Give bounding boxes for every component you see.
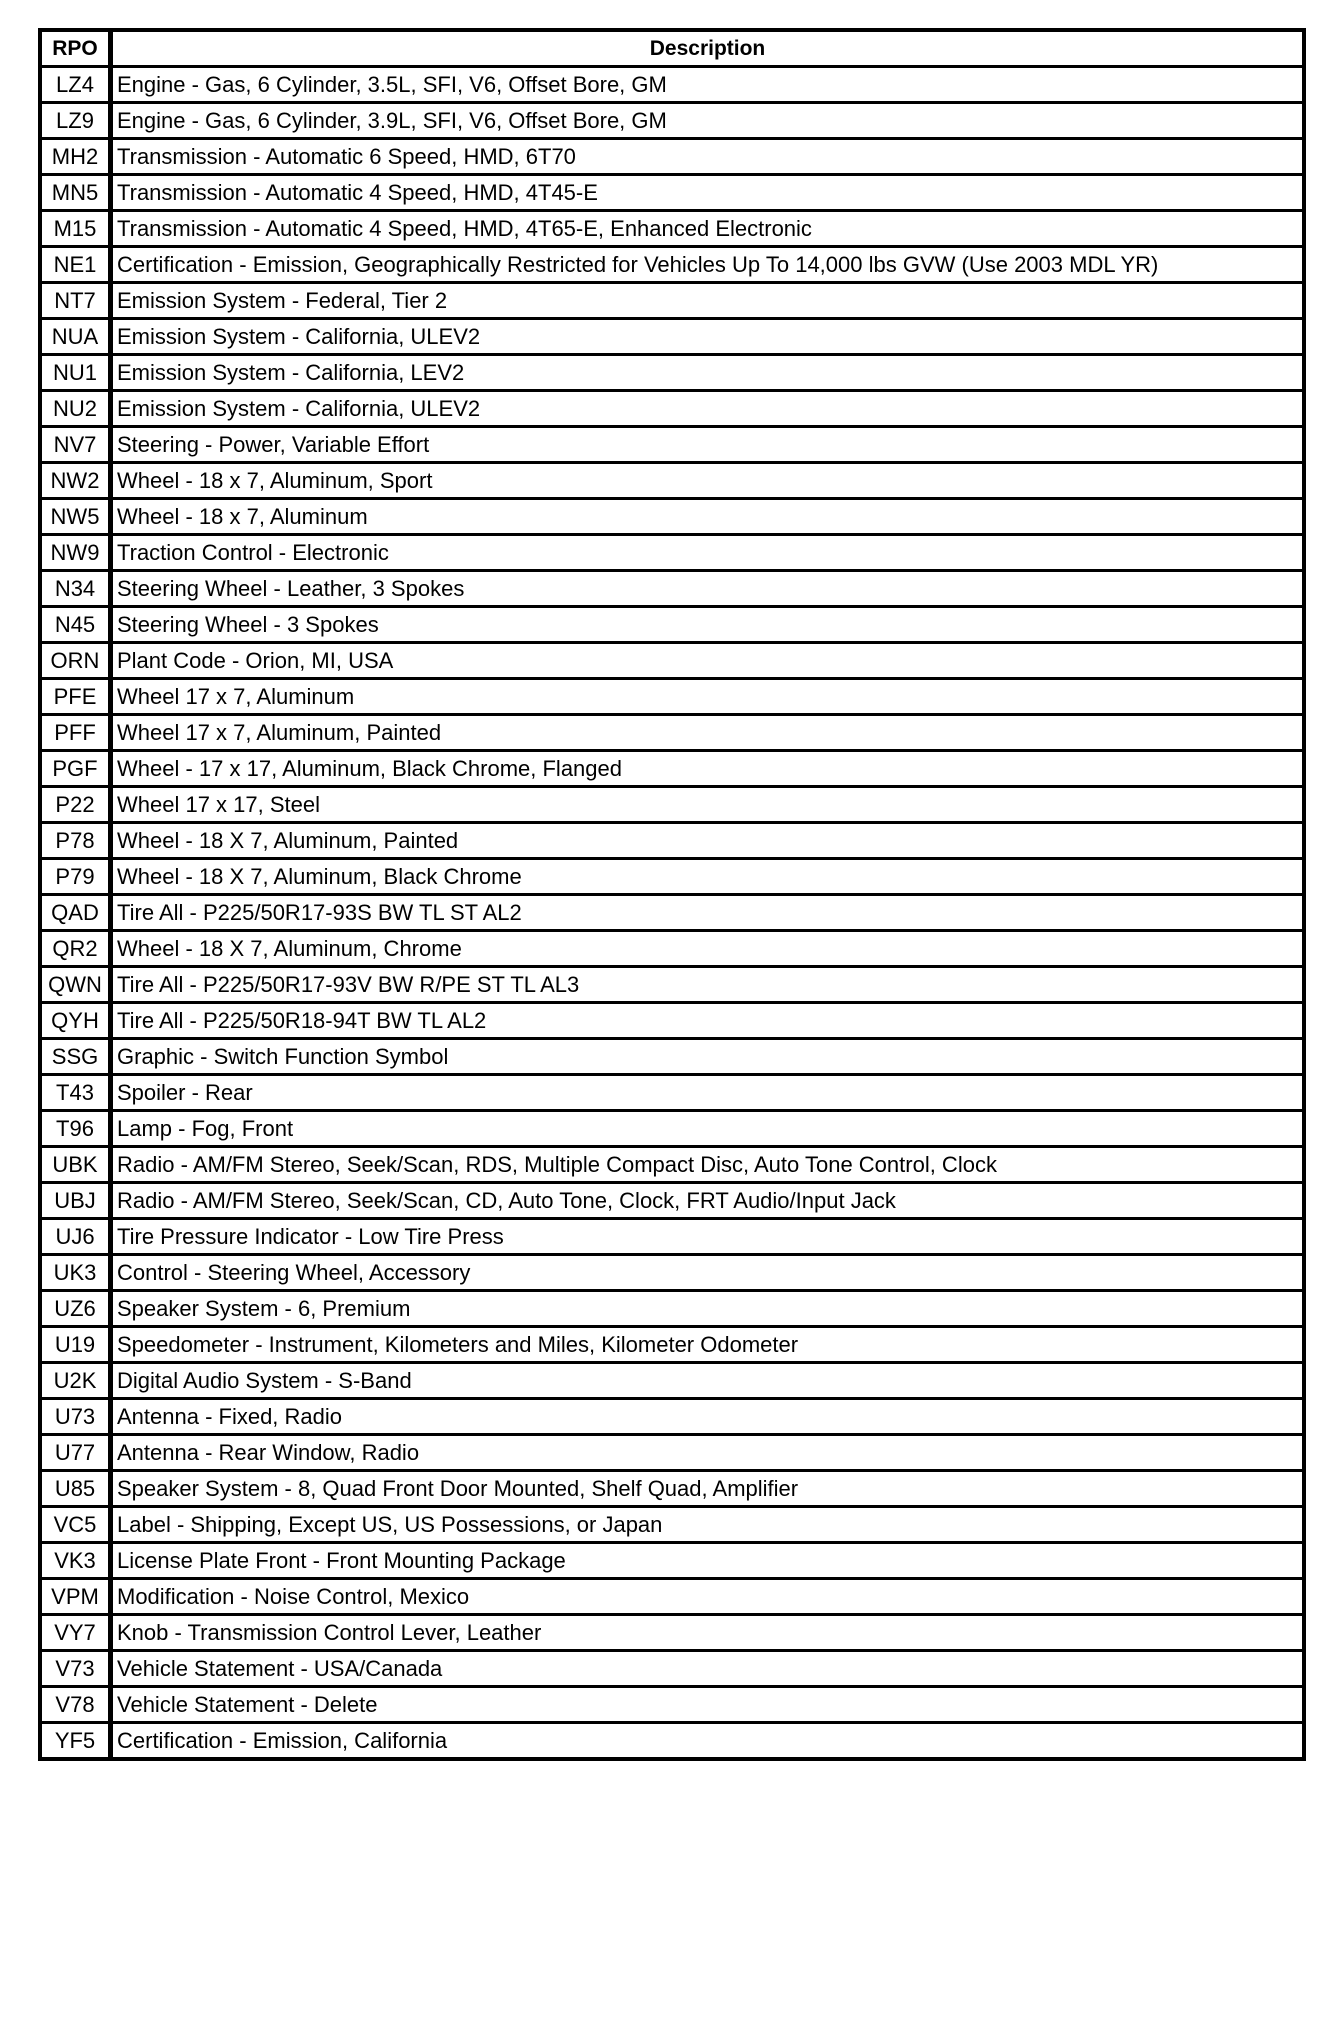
- table-row: [40, 1615, 1304, 1651]
- description-header: Description: [111, 30, 1305, 67]
- rpo-code: U77: [40, 1435, 111, 1471]
- rpo-code: T43: [40, 1075, 111, 1111]
- table-row: [40, 499, 1304, 535]
- rpo-description: Wheel 17 x 7, Aluminum: [111, 679, 1305, 715]
- table-row: [40, 679, 1304, 715]
- rpo-description: Vehicle Statement - USA/Canada: [111, 1651, 1305, 1687]
- rpo-code: QR2: [40, 931, 111, 967]
- rpo-description: Antenna - Fixed, Radio: [111, 1399, 1305, 1435]
- rpo-code: NV7: [40, 427, 111, 463]
- rpo-description: Knob - Transmission Control Lever, Leather: [111, 1615, 1305, 1651]
- table-row: [40, 1183, 1304, 1219]
- rpo-code: VC5: [40, 1507, 111, 1543]
- rpo-description: Tire All - P225/50R17-93V BW R/PE ST TL AL3: [111, 967, 1305, 1003]
- table-row: [40, 967, 1304, 1003]
- table-row: [40, 211, 1304, 247]
- header-row: [40, 30, 1304, 67]
- rpo-description: Wheel 17 x 7, Aluminum, Painted: [111, 715, 1305, 751]
- table-row: [40, 1579, 1304, 1615]
- rpo-description: Steering Wheel - 3 Spokes: [111, 607, 1305, 643]
- table-row: [40, 1075, 1304, 1111]
- table-row: [40, 1363, 1304, 1399]
- table-row: [40, 355, 1304, 391]
- table-row: [40, 67, 1304, 103]
- rpo-code: QAD: [40, 895, 111, 931]
- rpo-code: UJ6: [40, 1219, 111, 1255]
- rpo-code: MN5: [40, 175, 111, 211]
- rpo-description: Speaker System - 8, Quad Front Door Mounted, Shelf Quad, Amplifier: [111, 1471, 1305, 1507]
- rpo-code: NW9: [40, 535, 111, 571]
- rpo-code: NW2: [40, 463, 111, 499]
- rpo-description: Vehicle Statement - Delete: [111, 1687, 1305, 1723]
- rpo-code: QYH: [40, 1003, 111, 1039]
- table-row: [40, 787, 1304, 823]
- rpo-code: U73: [40, 1399, 111, 1435]
- table-row: [40, 427, 1304, 463]
- rpo-description: Certification - Emission, California: [111, 1723, 1305, 1760]
- table-row: [40, 1291, 1304, 1327]
- table-row: [40, 319, 1304, 355]
- rpo-code: NU1: [40, 355, 111, 391]
- rpo-code: T96: [40, 1111, 111, 1147]
- table-row: [40, 1147, 1304, 1183]
- rpo-code: ORN: [40, 643, 111, 679]
- rpo-code: VPM: [40, 1579, 111, 1615]
- rpo-code: LZ4: [40, 67, 111, 103]
- rpo-description: Wheel - 18 x 7, Aluminum, Sport: [111, 463, 1305, 499]
- table-row: [40, 931, 1304, 967]
- rpo-description: Wheel - 18 X 7, Aluminum, Chrome: [111, 931, 1305, 967]
- rpo-description: Wheel - 18 X 7, Aluminum, Black Chrome: [111, 859, 1305, 895]
- table-row: [40, 1435, 1304, 1471]
- rpo-description: Steering Wheel - Leather, 3 Spokes: [111, 571, 1305, 607]
- table-row: [40, 175, 1304, 211]
- rpo-code: N34: [40, 571, 111, 607]
- table-row: [40, 1543, 1304, 1579]
- table-row: [40, 391, 1304, 427]
- rpo-code: P78: [40, 823, 111, 859]
- rpo-description: Transmission - Automatic 4 Speed, HMD, 4T45-E: [111, 175, 1305, 211]
- rpo-code: NT7: [40, 283, 111, 319]
- rpo-description: Emission System - Federal, Tier 2: [111, 283, 1305, 319]
- table-row: [40, 1327, 1304, 1363]
- rpo-code: NE1: [40, 247, 111, 283]
- table-row: [40, 535, 1304, 571]
- rpo-code: LZ9: [40, 103, 111, 139]
- rpo-description: Certification - Emission, Geographically Restricted for Vehicles Up To 14,000 lbs GVW (Use 2003 MDL YR): [111, 247, 1305, 283]
- rpo-description: Emission System - California, ULEV2: [111, 391, 1305, 427]
- rpo-code: P22: [40, 787, 111, 823]
- table-row: [40, 859, 1304, 895]
- rpo-code: YF5: [40, 1723, 111, 1760]
- rpo-description: Plant Code - Orion, MI, USA: [111, 643, 1305, 679]
- table-row: [40, 571, 1304, 607]
- table-row: [40, 715, 1304, 751]
- table-row: [40, 607, 1304, 643]
- rpo-code: U19: [40, 1327, 111, 1363]
- rpo-code: MH2: [40, 139, 111, 175]
- rpo-description: Lamp - Fog, Front: [111, 1111, 1305, 1147]
- rpo-code: NU2: [40, 391, 111, 427]
- rpo-code: V78: [40, 1687, 111, 1723]
- rpo-code: VK3: [40, 1543, 111, 1579]
- rpo-description: Graphic - Switch Function Symbol: [111, 1039, 1305, 1075]
- rpo-description: Tire All - P225/50R17-93S BW TL ST AL2: [111, 895, 1305, 931]
- table-row: [40, 751, 1304, 787]
- rpo-description: Emission System - California, ULEV2: [111, 319, 1305, 355]
- table-row: [40, 463, 1304, 499]
- rpo-description: Traction Control - Electronic: [111, 535, 1305, 571]
- rpo-description: Speedometer - Instrument, Kilometers and Miles, Kilometer Odometer: [111, 1327, 1305, 1363]
- rpo-code: UBJ: [40, 1183, 111, 1219]
- rpo-description: Antenna - Rear Window, Radio: [111, 1435, 1305, 1471]
- rpo-table: [38, 28, 1306, 1761]
- table-row: [40, 103, 1304, 139]
- table-row: [40, 1111, 1304, 1147]
- rpo-description: Emission System - California, LEV2: [111, 355, 1305, 391]
- rpo-description: Transmission - Automatic 4 Speed, HMD, 4T65-E, Enhanced Electronic: [111, 211, 1305, 247]
- rpo-description: Wheel - 17 x 17, Aluminum, Black Chrome, Flanged: [111, 751, 1305, 787]
- rpo-code: P79: [40, 859, 111, 895]
- table-row: [40, 1507, 1304, 1543]
- table-row: [40, 1219, 1304, 1255]
- rpo-code: V73: [40, 1651, 111, 1687]
- rpo-description: Wheel - 18 x 7, Aluminum: [111, 499, 1305, 535]
- rpo-code: UBK: [40, 1147, 111, 1183]
- rpo-code: M15: [40, 211, 111, 247]
- rpo-description: Modification - Noise Control, Mexico: [111, 1579, 1305, 1615]
- table-row: [40, 823, 1304, 859]
- table-row: [40, 1651, 1304, 1687]
- rpo-code: U2K: [40, 1363, 111, 1399]
- rpo-description: Digital Audio System - S-Band: [111, 1363, 1305, 1399]
- table-row: [40, 283, 1304, 319]
- rpo-description: Engine - Gas, 6 Cylinder, 3.5L, SFI, V6, Offset Bore, GM: [111, 67, 1305, 103]
- table-row: [40, 643, 1304, 679]
- rpo-description: Transmission - Automatic 6 Speed, HMD, 6T70: [111, 139, 1305, 175]
- rpo-description: Radio - AM/FM Stereo, Seek/Scan, CD, Auto Tone, Clock, FRT Audio/Input Jack: [111, 1183, 1305, 1219]
- rpo-header: RPO: [40, 30, 111, 67]
- table-row: [40, 1255, 1304, 1291]
- table-row: [40, 247, 1304, 283]
- rpo-description: Wheel - 18 X 7, Aluminum, Painted: [111, 823, 1305, 859]
- table-row: [40, 1039, 1304, 1075]
- rpo-description: License Plate Front - Front Mounting Package: [111, 1543, 1305, 1579]
- table-row: [40, 139, 1304, 175]
- rpo-code: PFF: [40, 715, 111, 751]
- table-row: [40, 1723, 1304, 1760]
- rpo-code: QWN: [40, 967, 111, 1003]
- rpo-description: Wheel 17 x 17, Steel: [111, 787, 1305, 823]
- table-row: [40, 1003, 1304, 1039]
- rpo-description: Tire Pressure Indicator - Low Tire Press: [111, 1219, 1305, 1255]
- rpo-code: VY7: [40, 1615, 111, 1651]
- table-row: [40, 1471, 1304, 1507]
- rpo-description: Steering - Power, Variable Effort: [111, 427, 1305, 463]
- rpo-code: NW5: [40, 499, 111, 535]
- rpo-description: Control - Steering Wheel, Accessory: [111, 1255, 1305, 1291]
- table-row: [40, 895, 1304, 931]
- rpo-code: SSG: [40, 1039, 111, 1075]
- rpo-code: PGF: [40, 751, 111, 787]
- rpo-code: UZ6: [40, 1291, 111, 1327]
- rpo-code: UK3: [40, 1255, 111, 1291]
- rpo-description: Engine - Gas, 6 Cylinder, 3.9L, SFI, V6, Offset Bore, GM: [111, 103, 1305, 139]
- rpo-code: PFE: [40, 679, 111, 715]
- table-row: [40, 1687, 1304, 1723]
- rpo-description: Spoiler - Rear: [111, 1075, 1305, 1111]
- rpo-description: Tire All - P225/50R18-94T BW TL AL2: [111, 1003, 1305, 1039]
- table-row: [40, 1399, 1304, 1435]
- rpo-description: Radio - AM/FM Stereo, Seek/Scan, RDS, Multiple Compact Disc, Auto Tone Control, Clock: [111, 1147, 1305, 1183]
- rpo-code: U85: [40, 1471, 111, 1507]
- rpo-code: NUA: [40, 319, 111, 355]
- rpo-description: Label - Shipping, Except US, US Possessions, or Japan: [111, 1507, 1305, 1543]
- rpo-description: Speaker System - 6, Premium: [111, 1291, 1305, 1327]
- rpo-code: N45: [40, 607, 111, 643]
